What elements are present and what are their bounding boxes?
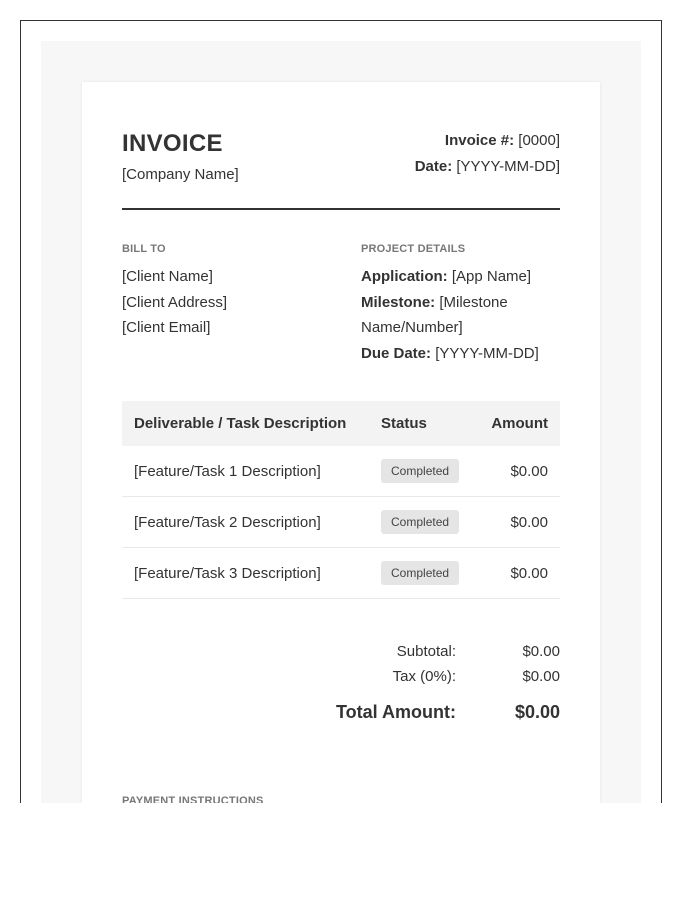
invoice-number: [0000] bbox=[518, 132, 560, 149]
row-status-cell bbox=[369, 497, 476, 548]
browser-frame bbox=[20, 20, 662, 803]
tax-label: Tax (0%): bbox=[392, 668, 456, 685]
client-name: [Client Name] bbox=[122, 268, 213, 285]
document-viewport[interactable] bbox=[41, 41, 641, 803]
tax-value: $0.00 bbox=[522, 668, 560, 685]
invoice-header bbox=[122, 128, 560, 210]
row-status-cell bbox=[369, 446, 476, 497]
bill-to-block bbox=[122, 243, 342, 341]
due-date-label: Due Date: bbox=[361, 344, 432, 362]
company-name: [Company Name] bbox=[122, 166, 239, 183]
totals-section bbox=[122, 643, 560, 743]
milestone-value-line2: Name/Number] bbox=[361, 319, 463, 336]
row-description: [Feature/Task 2 Description] bbox=[122, 497, 369, 548]
invoice-number-label: Invoice #: bbox=[444, 132, 515, 149]
invoice-meta bbox=[415, 128, 560, 180]
invoice-date-line bbox=[415, 154, 560, 180]
invoice-date-label: Date: bbox=[414, 158, 453, 175]
header-description: Deliverable / Task Description bbox=[122, 401, 369, 446]
client-email: [Client Email] bbox=[122, 319, 211, 336]
row-amount: $0.00 bbox=[476, 497, 560, 548]
row-description: [Feature/Task 1 Description] bbox=[122, 446, 369, 497]
application-line bbox=[361, 264, 561, 290]
line-items-table bbox=[122, 401, 560, 599]
total-label: Total Amount: bbox=[336, 702, 456, 722]
header-status: Status bbox=[369, 401, 476, 446]
table-row bbox=[122, 548, 560, 599]
status-badge: Completed bbox=[381, 459, 459, 483]
row-amount: $0.00 bbox=[476, 548, 560, 599]
application-value: [App Name] bbox=[451, 268, 532, 285]
milestone-value-line1: [Milestone bbox=[439, 293, 508, 311]
row-amount: $0.00 bbox=[476, 446, 560, 497]
header-amount: Amount bbox=[476, 401, 560, 446]
subtotal-label: Subtotal: bbox=[396, 643, 456, 660]
invoice-date: [YYYY-MM-DD] bbox=[456, 158, 560, 175]
row-description: [Feature/Task 3 Description] bbox=[122, 548, 369, 599]
due-date-line bbox=[361, 341, 561, 367]
milestone-line bbox=[361, 290, 561, 316]
project-details-label: PROJECT DETAILS bbox=[361, 243, 466, 255]
table-header-row bbox=[122, 401, 560, 446]
row-status-cell bbox=[369, 548, 476, 599]
project-details-block bbox=[361, 243, 561, 366]
bill-to-label: BILL TO bbox=[122, 243, 166, 255]
due-date-value: [YYYY-MM-DD] bbox=[435, 344, 539, 362]
payment-instructions-label: PAYMENT INSTRUCTIONS bbox=[122, 795, 264, 803]
client-address: [Client Address] bbox=[122, 293, 228, 311]
subtotal-value: $0.00 bbox=[522, 643, 560, 660]
status-badge: Completed bbox=[381, 510, 459, 534]
total-value: $0.00 bbox=[514, 702, 560, 722]
invoice-content bbox=[122, 128, 560, 743]
invoice-number-line bbox=[415, 128, 560, 154]
application-label: Application: bbox=[361, 268, 448, 285]
table-row bbox=[122, 497, 560, 548]
invoice-title: INVOICE bbox=[122, 130, 223, 157]
details-section bbox=[122, 243, 560, 393]
table-row bbox=[122, 446, 560, 497]
milestone-label: Milestone: bbox=[361, 293, 436, 311]
invoice-page bbox=[82, 82, 600, 803]
status-badge: Completed bbox=[381, 561, 459, 585]
